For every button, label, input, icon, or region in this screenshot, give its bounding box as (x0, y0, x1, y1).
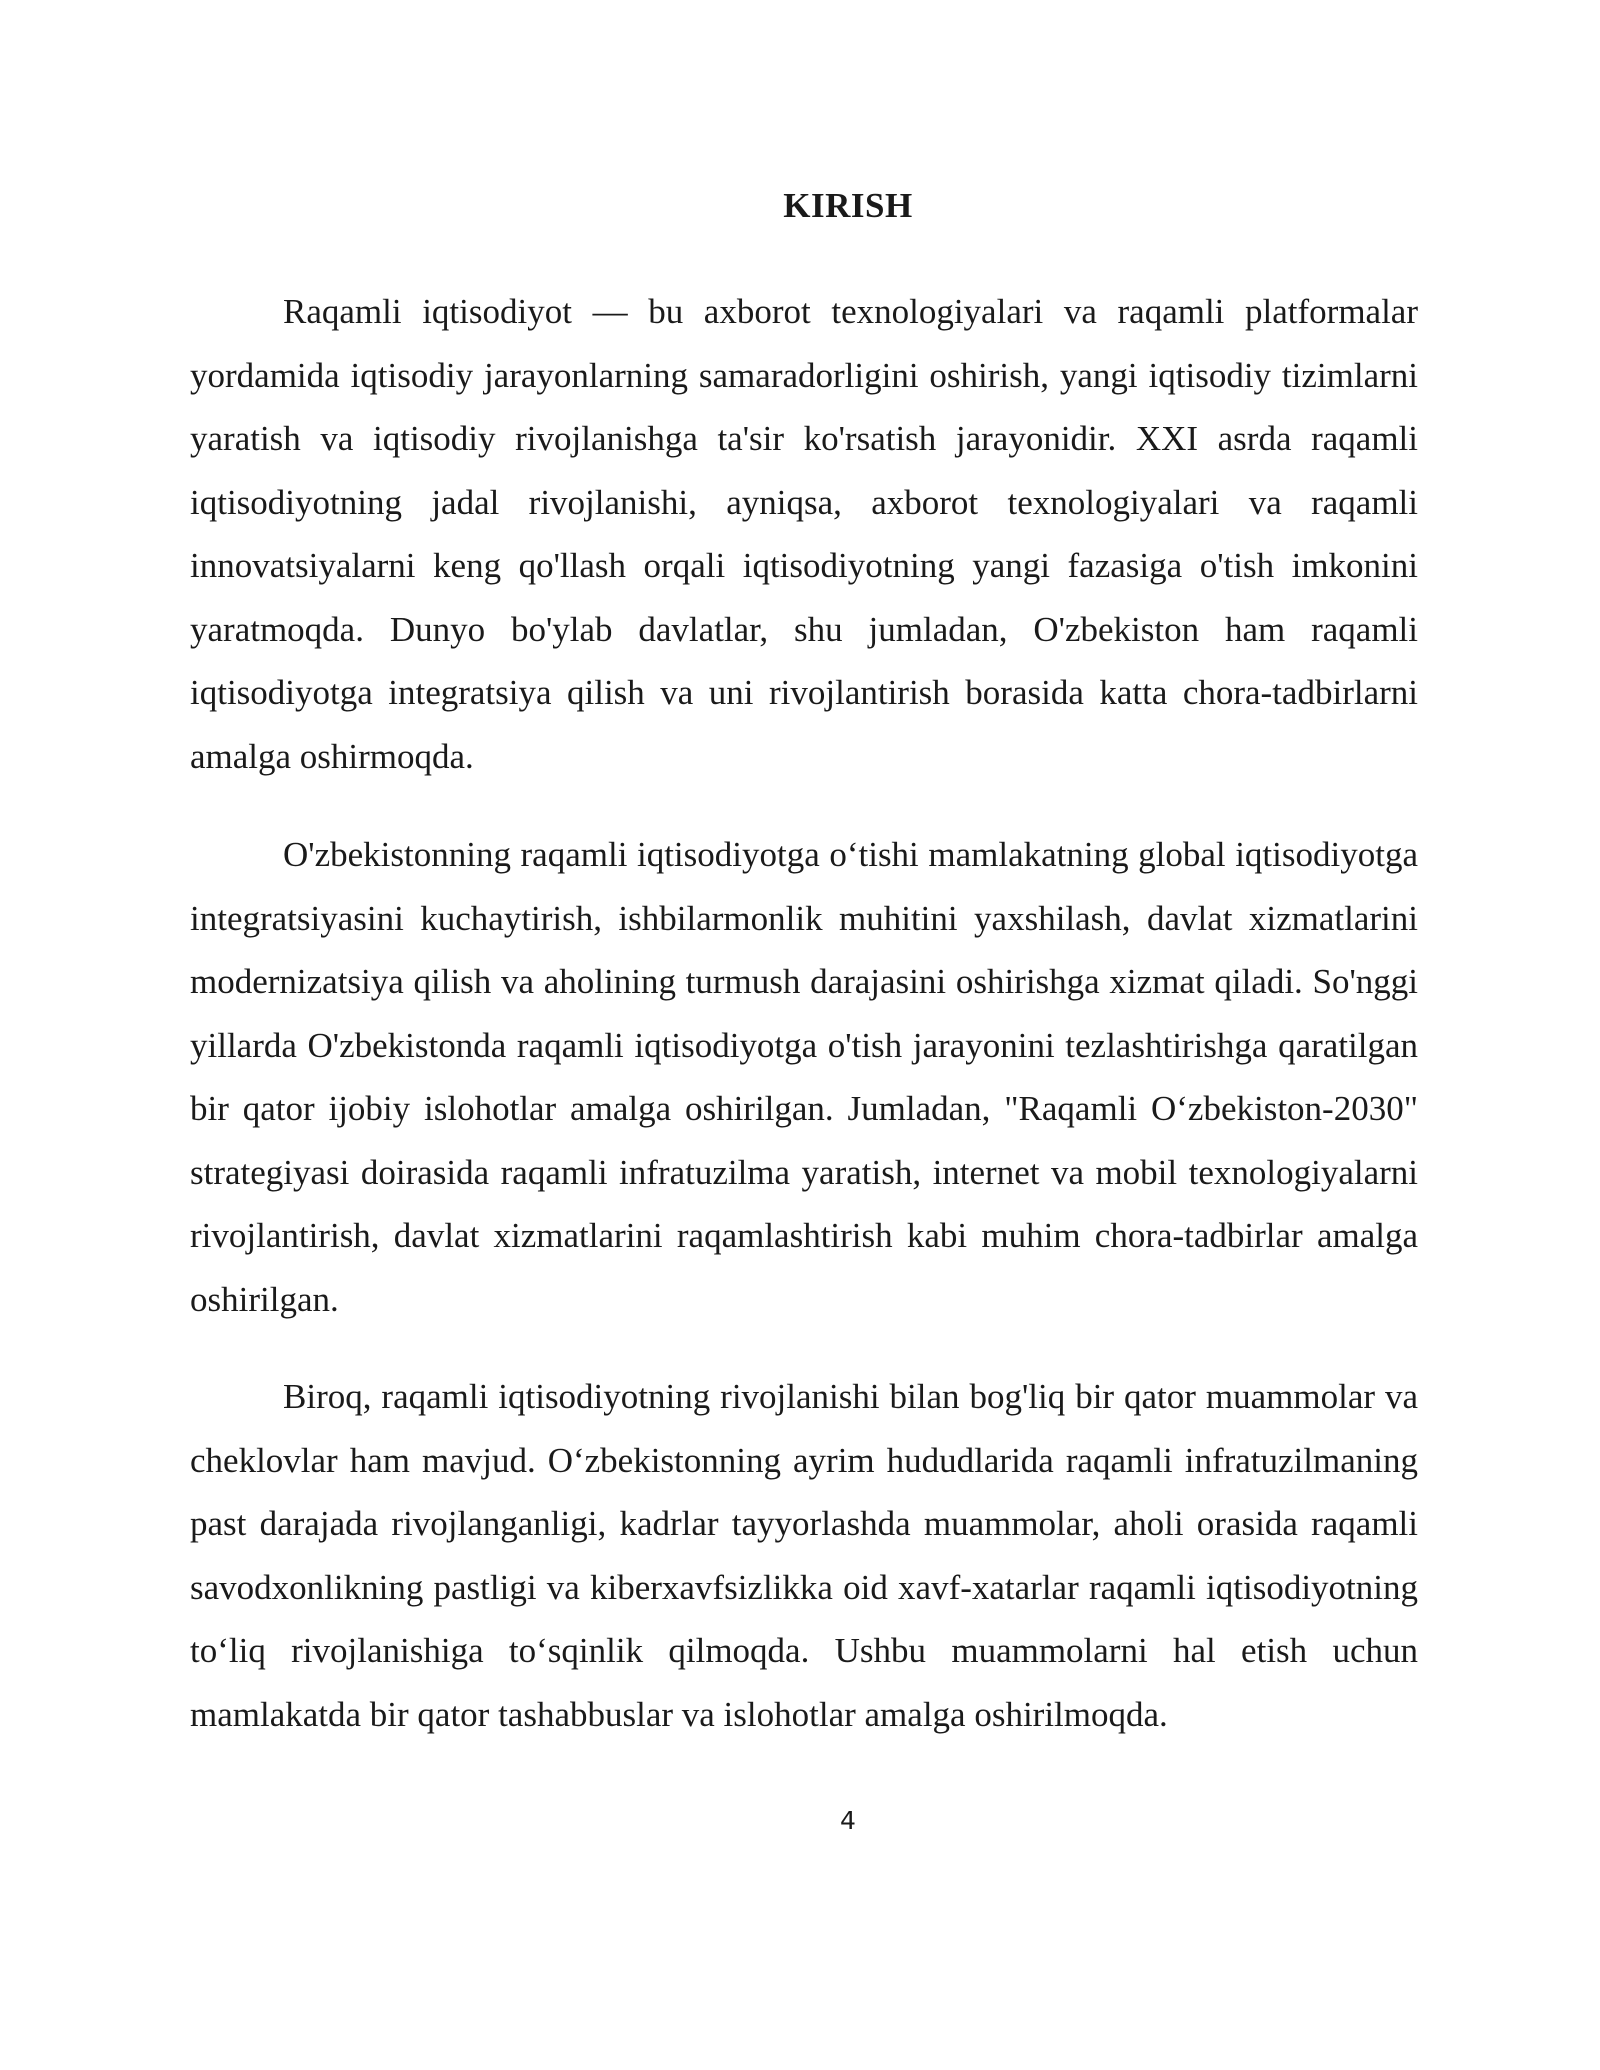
paragraph-1: Raqamli iqtisodiyot — bu axborot texnologiyalari va raqamli platformalar yordamida iqtisodiy jarayonlarning samaradorligini oshirish, yangi iqtisodiy tizimlarni yaratish va iqtisodiy rivojlanishga ta'sir ko'rsatish jarayonidir. XXI asrda raqamli iqtisodiyotning jadal rivojlanishi, ayniqsa, axborot texnologiyalari va raqamli innovatsiyalarni keng qo'llash orqali iqtisodiyotning yangi fazasiga o'tish imkonini yaratmoqda. Dunyo bo'ylab davlatlar, shu jumladan, O'zbekiston ham raqamli iqtisodiyotga integratsiya qilish va uni rivojlantirish borasida katta chora-tadbirlarni amalga oshirmoqda. (190, 292, 1418, 776)
page-title: KIRISH (783, 186, 913, 225)
paragraph-2: O'zbekistonning raqamli iqtisodiyotga o‘tishi mamlakatning global iqtisodiyotga integratsiyasini kuchaytirish, ishbilarmonlik muhitini yaxshilash, davlat xizmatlarini modernizatsiya qilish va aholining turmush darajasini oshirishga xizmat qiladi. So'nggi yillarda O'zbekistonda raqamli iqtisodiyotga o'tish jarayonini tezlashtirishga qaratilgan bir qator ijobiy islohotlar amalga oshirilgan. Jumladan, "Raqamli O‘zbekiston-2030" strategiyasi doirasida raqamli infratuzilma yaratish, internet va mobil texnologiyalarni rivojlantirish, davlat xizmatlarini raqamlashtirish kabi muhim chora-tadbirlar amalga oshirilgan. (190, 835, 1418, 1319)
page-number: 4 (840, 1806, 856, 1835)
paragraph-3: Biroq, raqamli iqtisodiyotning rivojlanishi bilan bog'liq bir qator muammolar va cheklovlar ham mavjud. O‘zbekistonning ayrim hududlarida raqamli infratuzilmaning past darajada rivojlanganligi, kadrlar tayyorlashda muammolar, aholi orasida raqamli savodxonlikning pastligi va kiberxavfsizlikka oid xavf-xatarlar raqamli iqtisodiyotning to‘liq rivojlanishiga to‘sqinlik qilmoqda. Ushbu muammolarni hal etish uchun mamlakatda bir qator tashabbuslar va islohotlar amalga oshirilmoqda. (190, 1377, 1418, 1734)
